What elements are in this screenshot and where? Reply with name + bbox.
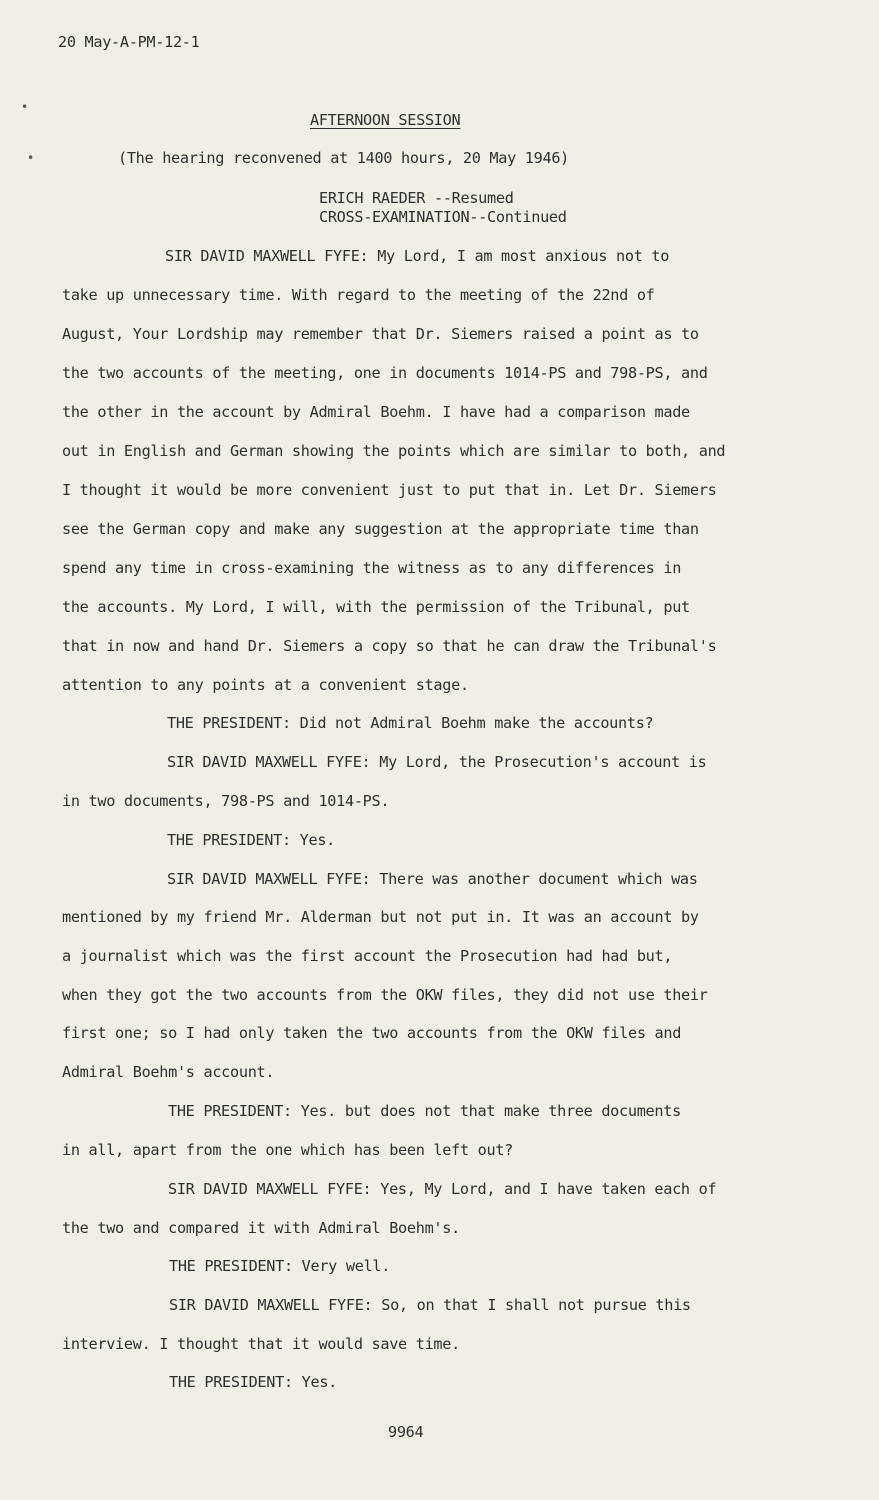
transcript-line: the two accounts of the meeting, one in documents 1014-PS and 798-PS, and <box>62 364 708 382</box>
page-number: 9964 <box>388 1423 424 1441</box>
transcript-line: first one; so I had only taken the two accounts from the OKW files and <box>62 1024 682 1042</box>
transcript-line: SIR DAVID MAXWELL FYFE: So, on that I shall not pursue this <box>169 1296 691 1314</box>
transcript-line: THE PRESIDENT: Very well. <box>169 1257 391 1275</box>
transcript-line: a journalist which was the first account the Prosecution had had but, <box>62 947 673 965</box>
transcript-line: take up unnecessary time. With regard to the meeting of the 22nd of <box>62 286 655 304</box>
transcript-line: the two and compared it with Admiral Boehm's. <box>62 1219 460 1237</box>
transcript-line: THE PRESIDENT: Yes. <box>167 831 336 849</box>
transcript-line: mentioned by my friend Mr. Alderman but not put in. It was an account by <box>62 908 699 926</box>
transcript-line: THE PRESIDENT: Yes. <box>169 1373 338 1391</box>
transcript-line: see the German copy and make any suggestion at the appropriate time than <box>62 520 699 538</box>
transcript-line: Admiral Boehm's account. <box>62 1063 275 1081</box>
transcript-line: that in now and hand Dr. Siemers a copy so that he can draw the Tribunal's <box>62 637 717 655</box>
transcript-line: SIR DAVID MAXWELL FYFE: Yes, My Lord, and I have taken each of <box>168 1180 717 1198</box>
transcript-line: the accounts. My Lord, I will, with the permission of the Tribunal, put <box>62 598 690 616</box>
transcript-line: SIR DAVID MAXWELL FYFE: My Lord, the Prosecution's account is <box>167 753 707 771</box>
transcript-line: THE PRESIDENT: Yes. but does not that make three documents <box>168 1102 681 1120</box>
margin-mark: • <box>21 100 29 114</box>
document-id: 20 May-A-PM-12-1 <box>58 33 200 51</box>
transcript-line: in all, apart from the one which has been left out? <box>62 1141 514 1159</box>
margin-mark: • <box>27 151 35 165</box>
transcript-line: in two documents, 798-PS and 1014-PS. <box>62 792 390 810</box>
transcript-line: SIR DAVID MAXWELL FYFE: My Lord, I am most anxious not to <box>165 247 670 265</box>
transcript-line: SIR DAVID MAXWELL FYFE: There was another document which was <box>167 870 698 888</box>
transcript-line: attention to any points at a convenient stage. <box>62 676 469 694</box>
transcript-line: August, Your Lordship may remember that Dr. Siemers raised a point as to <box>62 325 699 343</box>
transcript-line: when they got the two accounts from the OKW files, they did not use their <box>62 986 708 1004</box>
transcript-line: spend any time in cross-examining the witness as to any differences in <box>62 559 682 577</box>
examination-status: CROSS-EXAMINATION--Continued <box>319 208 567 226</box>
transcript-line: interview. I thought that it would save time. <box>62 1335 460 1353</box>
session-note: (The hearing reconvened at 1400 hours, 20 May 1946) <box>118 149 570 167</box>
transcript-line: I thought it would be more convenient just to put that in. Let Dr. Siemers <box>62 481 717 499</box>
transcript-line: the other in the account by Admiral Boehm. I have had a comparison made <box>62 403 690 421</box>
witness-name: ERICH RAEDER --Resumed <box>319 189 514 207</box>
page-title: AFTERNOON SESSION <box>310 111 461 129</box>
transcript-line: out in English and German showing the points which are similar to both, and <box>62 442 726 460</box>
transcript-line: THE PRESIDENT: Did not Admiral Boehm make the accounts? <box>167 714 654 732</box>
